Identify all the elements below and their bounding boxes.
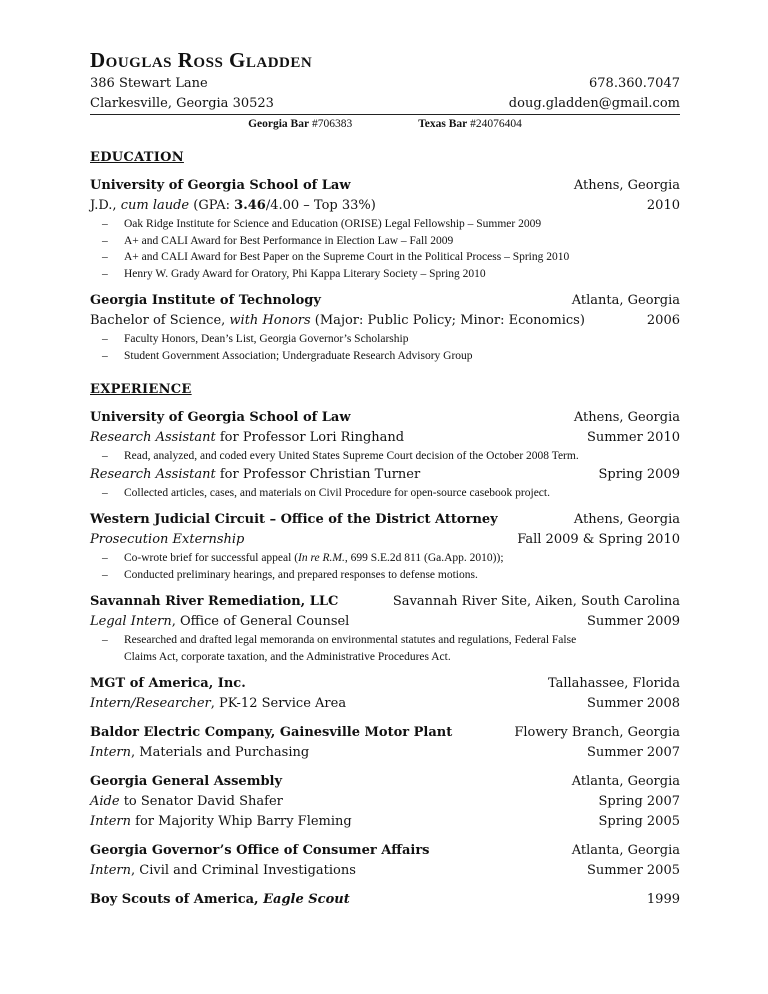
degree-row (90, 196, 680, 216)
bullet-text: Researched and drafted legal memoranda on environmental statutes and regulations, Federal False (124, 634, 577, 646)
org-row (90, 592, 680, 612)
org-honor: Eagle Scout (263, 892, 350, 907)
role-title: Intern (90, 863, 132, 878)
degree-prefix: Bachelor of Science, (90, 313, 230, 328)
role-title: Intern (90, 745, 132, 760)
experience-entry-ggoca (90, 841, 680, 881)
role-detail: for Professor Christian Turner (215, 466, 421, 482)
role-detail: , Civil and Criminal Investigations (131, 863, 356, 878)
org-row (90, 841, 680, 861)
role-date: Summer 2008 (586, 696, 680, 711)
degree-text (90, 196, 376, 216)
degree-gpa: 3.46 (234, 198, 266, 213)
org-location: Athens, Georgia (573, 512, 680, 527)
bullet-text: Conducted preliminary hearings, and prepared responses to defense motions. (124, 568, 478, 581)
bar-admissions (90, 115, 680, 132)
role-text (90, 792, 283, 812)
experience-entry-gga (90, 772, 680, 832)
org-row (90, 674, 680, 694)
role-detail: to Senator David Shafer (119, 794, 283, 809)
role-date: Summer 2009 (586, 614, 680, 629)
org-name: Georgia General Assembly (90, 774, 283, 789)
role-row (90, 428, 680, 448)
role-row (90, 530, 680, 550)
bullet-text: Collected articles, cases, and materials on Civil Procedure for open-source casebook project. (124, 486, 550, 499)
role-date: Fall 2009 & Spring 2010 (517, 532, 680, 547)
experience-entry-bsa (90, 890, 680, 910)
contact-row-1 (90, 74, 680, 94)
role-row (90, 612, 680, 632)
georgia-bar-number: #706383 (309, 118, 353, 130)
role-text (90, 612, 349, 632)
texas-bar-label: Texas Bar (418, 118, 468, 130)
case-citation: , 699 S.E.2d 811 (Ga.App. 2010)); (344, 552, 504, 564)
org-row (90, 176, 680, 196)
role-date: Spring 2007 (598, 794, 680, 809)
bullet-dash: – (102, 267, 108, 280)
education-heading: EDUCATION (90, 150, 184, 165)
bullet-text: A+ and CALI Award for Best Performance in Election Law – Fall 2009 (124, 234, 454, 247)
email-address[interactable]: doug.gladden@gmail.com (508, 96, 680, 111)
bullet-list (90, 550, 680, 583)
role-detail: , PK-12 Service Area (210, 696, 347, 711)
experience-entry-srr (90, 592, 680, 665)
address-line-2: Clarkesville, Georgia 30523 (90, 96, 274, 111)
org-name: University of Georgia School of Law (90, 410, 351, 425)
org-name-text: Boy Scouts of America, (90, 892, 264, 907)
org-row (90, 890, 680, 910)
org-name: University of Georgia School of Law (90, 178, 351, 193)
org-row (90, 723, 680, 743)
org-row (90, 510, 680, 530)
bullet-dash: – (102, 349, 108, 362)
role-title: Aide (90, 794, 120, 809)
bullet-list (90, 331, 680, 364)
experience-entry-mgt (90, 674, 680, 714)
degree-prefix: J.D., (90, 198, 121, 213)
role-row (90, 792, 680, 812)
role-title: Intern (90, 814, 132, 829)
resume-page (90, 46, 680, 910)
education-entry-gatech (90, 291, 680, 364)
list-item (90, 249, 680, 266)
role-title: Research Assistant (90, 430, 216, 445)
texas-bar-number: #24076404 (467, 118, 522, 130)
role-text (90, 861, 356, 881)
org-row (90, 772, 680, 792)
bullet-text: Read, analyzed, and coded every United States Supreme Court decision of the October 2008 Term. (124, 450, 579, 462)
bullet-dash: – (102, 568, 108, 581)
list-item (90, 348, 680, 365)
role-row (90, 694, 680, 714)
list-item (90, 266, 680, 283)
list-item (90, 485, 680, 502)
role-text (90, 465, 420, 485)
org-location: Tallahassee, Florida (547, 676, 680, 691)
education-entry-uga (90, 176, 680, 282)
list-item (90, 567, 680, 584)
role-date: Summer 2010 (586, 430, 680, 445)
role-detail: , Office of General Counsel (171, 614, 350, 629)
bullet-dash: – (102, 251, 108, 263)
role-row (90, 861, 680, 881)
bullet-text: Co-wrote brief for successful appeal ( (124, 552, 299, 564)
bullet-list (90, 448, 680, 465)
role-title: Intern/Researcher (90, 696, 211, 711)
org-name: Baldor Electric Company, Gainesville Motor Plant (90, 725, 453, 740)
org-name: Savannah River Remediation, LLC (90, 594, 339, 609)
org-row (90, 291, 680, 311)
org-name: Western Judicial Circuit – Office of the District Attorney (90, 512, 498, 527)
address-line-1: 386 Stewart Lane (90, 76, 208, 91)
bullet-dash: – (102, 552, 108, 564)
bullet-dash: – (102, 218, 108, 230)
org-location: Atlanta, Georgia (571, 843, 680, 858)
bullet-list (90, 485, 680, 502)
bullet-list (90, 216, 680, 282)
degree-honor: cum laude (120, 198, 190, 213)
role-detail: , Materials and Purchasing (131, 745, 310, 760)
role-row (90, 743, 680, 763)
role-date: Spring 2009 (598, 466, 680, 482)
list-item (90, 216, 680, 233)
list-item (90, 331, 680, 348)
degree-text (90, 311, 585, 331)
role-text (90, 743, 309, 763)
role-text (90, 428, 404, 448)
org-location: Atlanta, Georgia (571, 774, 680, 789)
role-text (90, 812, 352, 832)
bullet-text: Student Government Association; Undergraduate Research Advisory Group (124, 349, 473, 362)
degree-gpa-label: (GPA: (189, 198, 235, 213)
org-date: 1999 (646, 892, 680, 907)
texas-bar (418, 116, 522, 132)
list-item (90, 448, 680, 465)
georgia-bar-label: Georgia Bar (248, 118, 310, 130)
bullet-text-continued: Claims Act, corporate taxation, and the Administrative Procedures Act. (124, 650, 451, 663)
experience-entry-uga (90, 408, 680, 501)
role-row (90, 812, 680, 832)
role-title: Legal Intern (90, 614, 172, 629)
role-detail: for Professor Lori Ringhand (215, 430, 405, 445)
bullet-text: A+ and CALI Award for Best Paper on the Supreme Court in the Political Process – Spring 2010 (124, 251, 570, 263)
contact-row-2 (90, 94, 680, 115)
role-date: Summer 2007 (586, 745, 680, 760)
org-name: Georgia Governor’s Office of Consumer Affairs (90, 843, 430, 858)
resume-name: Douglas Ross Gladden (90, 48, 313, 72)
role-detail: for Majority Whip Barry Fleming (131, 814, 352, 829)
list-item (90, 632, 680, 665)
org-location: Atlanta, Georgia (571, 293, 680, 308)
org-location: Flowery Branch, Georgia (514, 725, 680, 740)
role-title: Research Assistant (90, 466, 216, 482)
phone-number: 678.360.7047 (589, 76, 680, 91)
bullet-dash: – (102, 486, 108, 499)
role-text (90, 694, 346, 714)
bullet-text: Henry W. Grady Award for Oratory, Phi Kappa Literary Society – Spring 2010 (124, 267, 486, 280)
experience-entry-wjc (90, 510, 680, 583)
org-name (90, 890, 350, 910)
bullet-dash: – (102, 333, 108, 345)
bullet-dash: – (102, 234, 108, 247)
role-title: Prosecution Externship (90, 532, 245, 547)
experience-entry-baldor (90, 723, 680, 763)
degree-date: 2010 (646, 198, 680, 213)
role-date: Summer 2005 (586, 863, 680, 878)
role-row (90, 465, 680, 485)
bullet-dash: – (102, 634, 108, 646)
bullet-dash: – (102, 450, 108, 462)
bullet-text: Oak Ridge Institute for Science and Education (ORISE) Legal Fellowship – Summer 2009 (124, 218, 542, 230)
org-location: Athens, Georgia (573, 178, 680, 193)
org-name: MGT of America, Inc. (90, 676, 246, 691)
bullet-list (90, 632, 680, 665)
org-name: Georgia Institute of Technology (90, 293, 321, 308)
org-location: Athens, Georgia (573, 410, 680, 425)
case-name: In re R.M. (298, 552, 345, 564)
degree-suffix: (Major: Public Policy; Minor: Economics) (310, 313, 585, 328)
list-item (90, 233, 680, 250)
org-row (90, 408, 680, 428)
degree-date: 2006 (646, 313, 680, 328)
degree-row (90, 311, 680, 331)
bullet-text: Faculty Honors, Dean’s List, Georgia Governor’s Scholarship (124, 333, 409, 345)
degree-honor: with Honors (229, 313, 311, 328)
georgia-bar (248, 116, 352, 132)
experience-heading: EXPERIENCE (90, 382, 192, 397)
org-location: Savannah River Site, Aiken, South Carolina (392, 594, 680, 609)
role-date: Spring 2005 (598, 814, 680, 829)
list-item (90, 550, 680, 567)
degree-suffix: /4.00 – Top 33%) (265, 198, 376, 213)
